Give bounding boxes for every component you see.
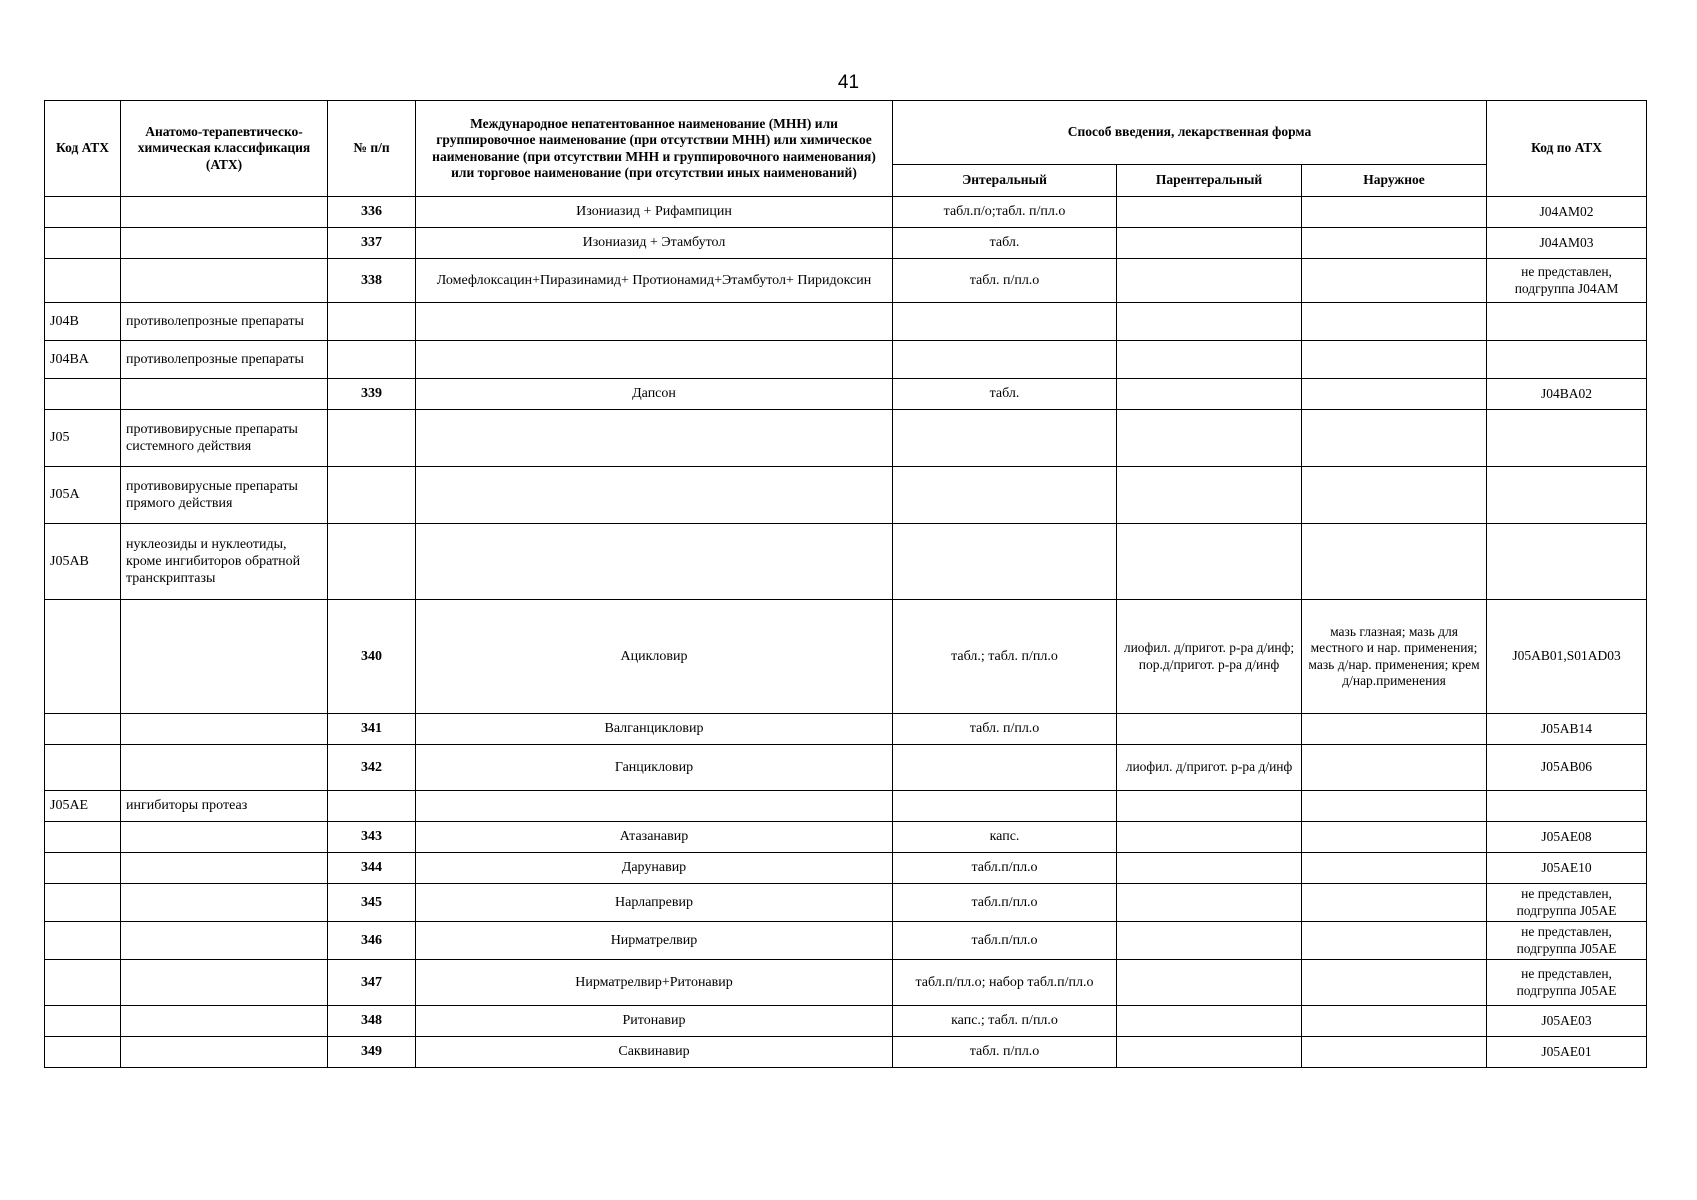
header-route: Способ введения, лекарственная форма	[893, 101, 1487, 165]
table-row	[45, 1006, 1647, 1037]
cell-number: 338	[328, 259, 416, 303]
cell-external	[1302, 822, 1487, 853]
cell-number	[328, 467, 416, 524]
cell-external	[1302, 1006, 1487, 1037]
cell-external	[1302, 410, 1487, 467]
cell-atx-code	[45, 228, 121, 259]
cell-parenteral	[1117, 228, 1302, 259]
cell-enteral: табл. п/пл.о	[893, 259, 1117, 303]
cell-enteral	[893, 745, 1117, 791]
cell-drug-name: Ритонавир	[416, 1006, 893, 1037]
cell-atc-code: не представлен, подгруппа J05AE	[1487, 922, 1647, 960]
cell-atc-code	[1487, 791, 1647, 822]
table-row	[45, 303, 1647, 341]
cell-classification: нуклеозиды и нуклеотиды, кроме ингибиторов обратной транскриптазы	[121, 524, 328, 600]
cell-enteral	[893, 467, 1117, 524]
cell-atx-code: J04BA	[45, 341, 121, 379]
cell-enteral: табл.	[893, 379, 1117, 410]
cell-atx-code: J05	[45, 410, 121, 467]
cell-drug-name: Валганцикловир	[416, 714, 893, 745]
table-row	[45, 884, 1647, 922]
table-row	[45, 259, 1647, 303]
cell-atx-code: J04B	[45, 303, 121, 341]
table-row	[45, 524, 1647, 600]
cell-external	[1302, 745, 1487, 791]
cell-classification	[121, 259, 328, 303]
cell-drug-name	[416, 341, 893, 379]
cell-number: 343	[328, 822, 416, 853]
cell-external	[1302, 379, 1487, 410]
table-row	[45, 822, 1647, 853]
cell-atx-code	[45, 960, 121, 1006]
cell-external	[1302, 197, 1487, 228]
cell-drug-name	[416, 303, 893, 341]
cell-external	[1302, 524, 1487, 600]
cell-parenteral: лиофил. д/пригот. р-ра д/инф; пор.д/пригот. р-ра д/инф	[1117, 600, 1302, 714]
cell-parenteral	[1117, 197, 1302, 228]
header-code: Код АТХ	[45, 101, 121, 197]
cell-external	[1302, 853, 1487, 884]
cell-drug-name: Изониазид + Этамбутол	[416, 228, 893, 259]
cell-number	[328, 303, 416, 341]
cell-external	[1302, 467, 1487, 524]
table-row	[45, 922, 1647, 960]
cell-external	[1302, 791, 1487, 822]
cell-atx-code: J05A	[45, 467, 121, 524]
cell-parenteral	[1117, 303, 1302, 341]
cell-external: мазь глазная; мазь для местного и нар. применения; мазь д/нар. применения; крем д/нар.применения	[1302, 600, 1487, 714]
cell-drug-name: Дарунавир	[416, 853, 893, 884]
table-row	[45, 745, 1647, 791]
cell-external	[1302, 303, 1487, 341]
cell-classification: противолепрозные препараты	[121, 341, 328, 379]
header-name: Международное непатентованное наименование (МНН) или группировочное наименование (при отсутствии МНН) или химическое наименование (при отсутствии МНН и группировочного наименования) или торговое наименование (при отсутствии иных наименований)	[416, 101, 893, 197]
cell-classification	[121, 1037, 328, 1068]
cell-atx-code	[45, 1037, 121, 1068]
cell-atx-code	[45, 379, 121, 410]
header-number: № п/п	[328, 101, 416, 197]
cell-number	[328, 341, 416, 379]
cell-parenteral	[1117, 259, 1302, 303]
cell-enteral	[893, 791, 1117, 822]
cell-atx-code	[45, 259, 121, 303]
cell-classification	[121, 960, 328, 1006]
table-row	[45, 228, 1647, 259]
table-row	[45, 410, 1647, 467]
table-row	[45, 341, 1647, 379]
header-atc: Код по АТХ	[1487, 101, 1647, 197]
header-enteral: Энтеральный	[893, 165, 1117, 197]
cell-parenteral	[1117, 853, 1302, 884]
table-row	[45, 467, 1647, 524]
cell-classification: противолепрозные препараты	[121, 303, 328, 341]
cell-classification: ингибиторы протеаз	[121, 791, 328, 822]
cell-parenteral	[1117, 791, 1302, 822]
cell-parenteral	[1117, 884, 1302, 922]
table-row	[45, 379, 1647, 410]
table-header	[45, 101, 1647, 197]
cell-parenteral	[1117, 1037, 1302, 1068]
cell-atx-code	[45, 714, 121, 745]
cell-number: 349	[328, 1037, 416, 1068]
cell-drug-name: Ацикловир	[416, 600, 893, 714]
cell-drug-name: Дапсон	[416, 379, 893, 410]
cell-atc-code: не представлен, подгруппа J05AE	[1487, 960, 1647, 1006]
cell-classification	[121, 745, 328, 791]
cell-atx-code	[45, 853, 121, 884]
table-row	[45, 197, 1647, 228]
table-row	[45, 1037, 1647, 1068]
cell-external	[1302, 922, 1487, 960]
cell-enteral	[893, 410, 1117, 467]
cell-atc-code: J05AB01,S01AD03	[1487, 600, 1647, 714]
cell-atc-code: J05AB06	[1487, 745, 1647, 791]
cell-atx-code	[45, 1006, 121, 1037]
cell-atc-code	[1487, 410, 1647, 467]
cell-drug-name	[416, 791, 893, 822]
cell-classification	[121, 922, 328, 960]
cell-enteral: капс.; табл. п/пл.о	[893, 1006, 1117, 1037]
header-external: Наружное	[1302, 165, 1487, 197]
cell-enteral: табл.п/о;табл. п/пл.о	[893, 197, 1117, 228]
table-body	[45, 197, 1647, 1068]
cell-parenteral	[1117, 714, 1302, 745]
cell-external	[1302, 341, 1487, 379]
cell-atc-code: не представлен, подгруппа J05AE	[1487, 884, 1647, 922]
cell-external	[1302, 1037, 1487, 1068]
cell-atc-code: J05AE08	[1487, 822, 1647, 853]
cell-external	[1302, 960, 1487, 1006]
cell-atc-code: J05AE01	[1487, 1037, 1647, 1068]
cell-atx-code	[45, 884, 121, 922]
cell-number: 344	[328, 853, 416, 884]
cell-parenteral	[1117, 822, 1302, 853]
cell-classification: противовирусные препараты системного действия	[121, 410, 328, 467]
cell-enteral	[893, 524, 1117, 600]
cell-drug-name: Ломефлоксацин+Пиразинамид+ Протионамид+Этамбутол+ Пиридоксин	[416, 259, 893, 303]
cell-number: 346	[328, 922, 416, 960]
cell-atc-code	[1487, 341, 1647, 379]
cell-parenteral	[1117, 524, 1302, 600]
cell-classification	[121, 600, 328, 714]
cell-drug-name: Ганцикловир	[416, 745, 893, 791]
cell-parenteral	[1117, 960, 1302, 1006]
cell-atc-code: не представлен, подгруппа J04AM	[1487, 259, 1647, 303]
table-row	[45, 960, 1647, 1006]
cell-atx-code	[45, 600, 121, 714]
cell-parenteral: лиофил. д/пригот. р-ра д/инф	[1117, 745, 1302, 791]
cell-drug-name	[416, 524, 893, 600]
cell-atc-code: J04AM03	[1487, 228, 1647, 259]
cell-drug-name: Атазанавир	[416, 822, 893, 853]
cell-parenteral	[1117, 922, 1302, 960]
cell-classification	[121, 1006, 328, 1037]
table-row	[45, 600, 1647, 714]
cell-drug-name: Нирматрелвир+Ритонавир	[416, 960, 893, 1006]
cell-classification	[121, 197, 328, 228]
cell-atc-code	[1487, 303, 1647, 341]
cell-number: 347	[328, 960, 416, 1006]
cell-classification	[121, 228, 328, 259]
cell-drug-name: Саквинавир	[416, 1037, 893, 1068]
cell-classification	[121, 822, 328, 853]
cell-classification	[121, 714, 328, 745]
cell-parenteral	[1117, 379, 1302, 410]
cell-enteral	[893, 303, 1117, 341]
cell-enteral: табл.п/пл.о	[893, 884, 1117, 922]
cell-classification	[121, 884, 328, 922]
cell-atc-code	[1487, 524, 1647, 600]
cell-drug-name: Нирматрелвир	[416, 922, 893, 960]
cell-drug-name	[416, 410, 893, 467]
header-classification: Анатомо-терапевтическо-химическая классификация (АТХ)	[121, 101, 328, 197]
header-parenteral: Парентеральный	[1117, 165, 1302, 197]
cell-enteral: табл. п/пл.о	[893, 1037, 1117, 1068]
cell-enteral: табл.п/пл.о; набор табл.п/пл.о	[893, 960, 1117, 1006]
cell-enteral: табл.; табл. п/пл.о	[893, 600, 1117, 714]
cell-atc-code: J04BA02	[1487, 379, 1647, 410]
cell-drug-name: Изониазид + Рифампицин	[416, 197, 893, 228]
cell-parenteral	[1117, 410, 1302, 467]
cell-enteral: табл.	[893, 228, 1117, 259]
cell-enteral: табл. п/пл.о	[893, 714, 1117, 745]
cell-atx-code	[45, 922, 121, 960]
cell-classification	[121, 853, 328, 884]
cell-enteral: табл.п/пл.о	[893, 922, 1117, 960]
cell-classification	[121, 379, 328, 410]
cell-atc-code: J05AB14	[1487, 714, 1647, 745]
cell-parenteral	[1117, 467, 1302, 524]
cell-number	[328, 524, 416, 600]
cell-atx-code	[45, 822, 121, 853]
cell-drug-name: Нарлапревир	[416, 884, 893, 922]
cell-atc-code: J05AE10	[1487, 853, 1647, 884]
cell-atx-code	[45, 745, 121, 791]
cell-external	[1302, 714, 1487, 745]
cell-number: 337	[328, 228, 416, 259]
table-row	[45, 853, 1647, 884]
cell-number: 345	[328, 884, 416, 922]
cell-atc-code	[1487, 467, 1647, 524]
cell-parenteral	[1117, 341, 1302, 379]
cell-atx-code: J05AB	[45, 524, 121, 600]
cell-number: 348	[328, 1006, 416, 1037]
cell-enteral: табл.п/пл.о	[893, 853, 1117, 884]
table-row	[45, 791, 1647, 822]
table-row	[45, 714, 1647, 745]
cell-number: 342	[328, 745, 416, 791]
page-number: 41	[837, 72, 860, 93]
cell-drug-name	[416, 467, 893, 524]
cell-parenteral	[1117, 1006, 1302, 1037]
cell-external	[1302, 228, 1487, 259]
cell-external	[1302, 259, 1487, 303]
cell-enteral: капс.	[893, 822, 1117, 853]
cell-atx-code: J05AE	[45, 791, 121, 822]
cell-number: 339	[328, 379, 416, 410]
cell-atc-code: J05AE03	[1487, 1006, 1647, 1037]
cell-number	[328, 791, 416, 822]
cell-atx-code	[45, 197, 121, 228]
cell-external	[1302, 884, 1487, 922]
cell-number: 336	[328, 197, 416, 228]
cell-classification: противовирусные препараты прямого действия	[121, 467, 328, 524]
cell-number: 340	[328, 600, 416, 714]
cell-number: 341	[328, 714, 416, 745]
cell-enteral	[893, 341, 1117, 379]
cell-number	[328, 410, 416, 467]
drug-table	[44, 100, 1647, 1068]
cell-atc-code: J04AM02	[1487, 197, 1647, 228]
